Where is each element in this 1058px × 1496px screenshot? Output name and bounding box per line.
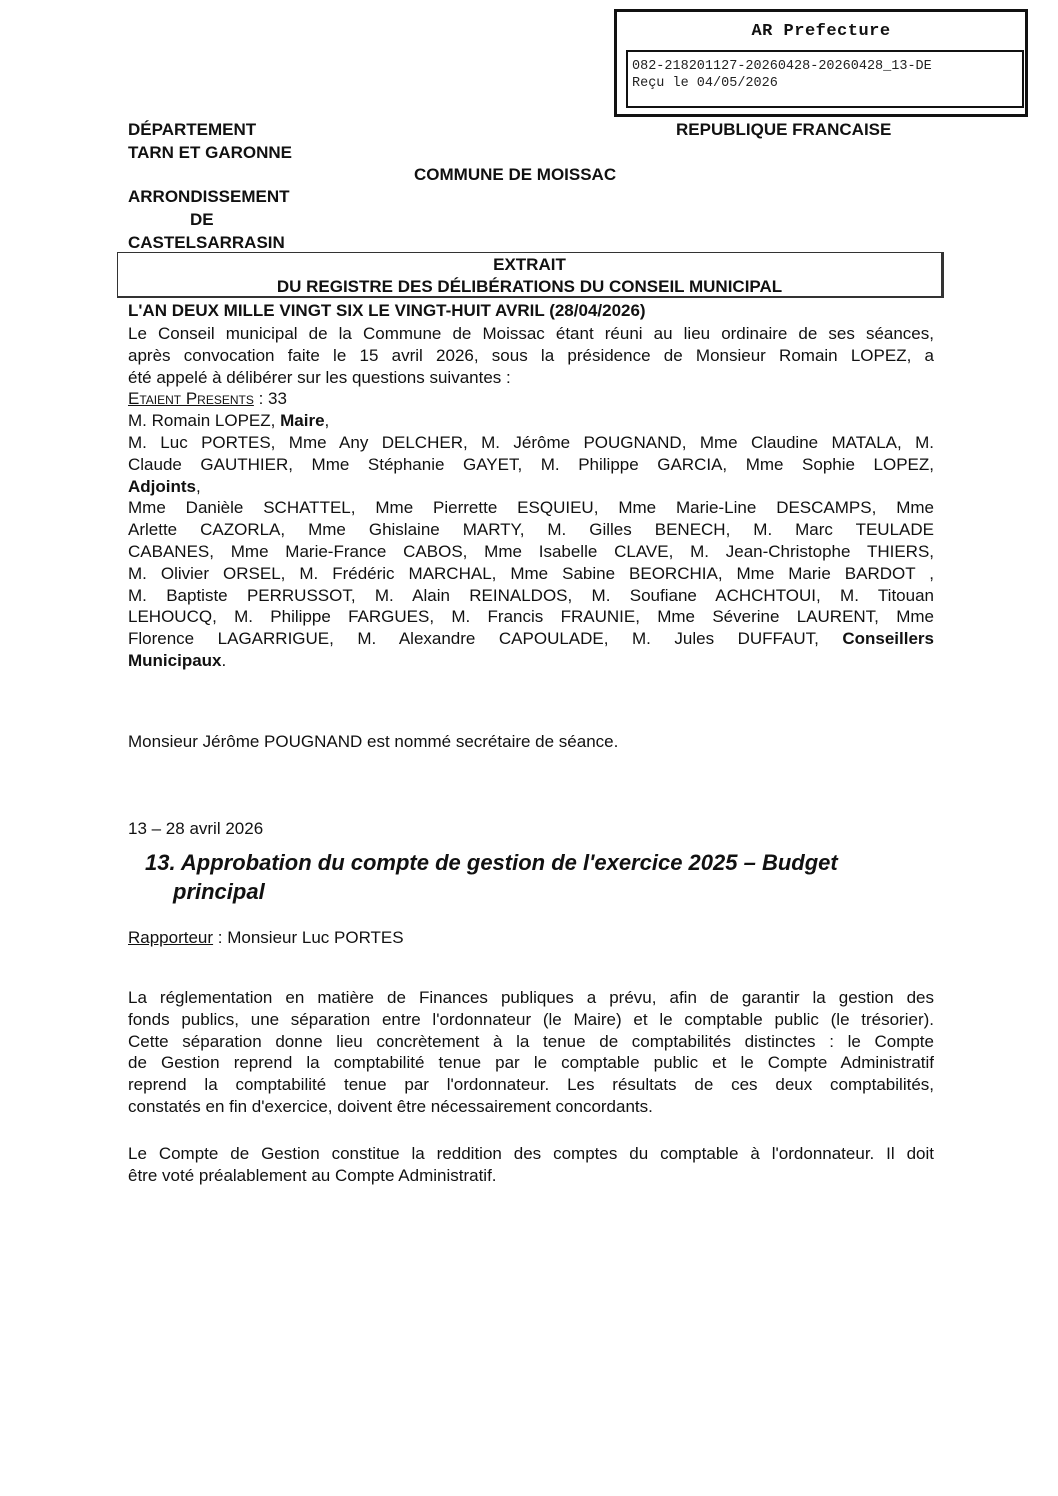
intro-line: Le Conseil municipal de la Commune de Moissac étant réuni au lieu ordinaire de ses séances, [128, 324, 934, 343]
paragraph-line: être voté préalablement au Compte Administratif. [128, 1165, 497, 1185]
rapporteur-value: : Monsieur Luc PORTES [213, 928, 404, 947]
conseillers-title-b: Municipaux [128, 650, 222, 670]
arrondissement-de: DE [190, 210, 214, 229]
adjoints-title-line [128, 476, 934, 498]
maire-title: Maire [280, 411, 325, 431]
arrondissement-name: CASTELSARRASIN [128, 233, 285, 252]
conseillers-title-line [128, 650, 934, 672]
conseillers-line: Mme Danièle SCHATTEL, Mme Pierrette ESQUIEU, Mme Marie-Line DESCAMPS, Mme [128, 498, 934, 518]
adjoints-title: Adjoints [128, 476, 196, 496]
deliberation-title-line1 [145, 848, 945, 877]
ar-prefecture-stamp [614, 9, 1028, 117]
deliberation-title [145, 848, 945, 906]
maire-name: M. Romain LOPEZ, [128, 411, 281, 431]
stamp-title: AR Prefecture [751, 22, 891, 41]
conseillers-line: Arlette CAZORLA, Mme Ghislaine MARTY, M. Gilles BENECH, M. Marc TEULADE [128, 520, 934, 540]
deliberation-number: 13. [145, 850, 176, 875]
adjoints-end: , [196, 476, 201, 496]
paragraph-line: Le Compte de Gestion constitue la reddition des comptes du comptable à l'ordonnateur. Il doit [128, 1144, 934, 1163]
presents-count: : 33 [253, 389, 287, 409]
departement-block [128, 118, 292, 164]
paragraph-line: constatés en fin d'exercice, doivent être nécessairement concordants. [128, 1096, 653, 1116]
paragraph-line: reprend la comptabilité tenue par l'ordonnateur. Les résultats de ces deux comptabilités, [128, 1075, 934, 1095]
arrondissement-label: ARRONDISSEMENT [128, 187, 290, 206]
extrait-box [117, 252, 944, 298]
paragraph-line: La réglementation en matière de Finances publiques a prévu, afin de garantir la gestion des [128, 988, 934, 1007]
adjoints-line: Claude GAUTHIER, Mme Stéphanie GAYET, M. Philippe GARCIA, Mme Sophie LOPEZ, [128, 454, 934, 474]
conseillers-line: M. Baptiste PERRUSSOT, M. Alain REINALDOS, M. Soufiane ACHCHTOUI, M. Titouan [128, 585, 934, 605]
stamp-details [626, 50, 1024, 108]
departement-name: TARN ET GARONNE [128, 143, 293, 162]
intro-line: été appelé à délibérer sur les questions suivantes : [128, 367, 511, 387]
arrondissement-block [128, 185, 290, 254]
session-date: L'AN DEUX MILLE VINGT SIX LE VINGT-HUIT AVRIL (28/04/2026) [128, 301, 646, 320]
conseillers-line: LEHOUCQ, M. Philippe FARGUES, M. Francis FRAUNIE, Mme Séverine LAURENT, Mme [128, 607, 934, 627]
republique-label: REPUBLIQUE FRANCAISE [676, 120, 892, 139]
deliberation-title-line2: principal [173, 879, 265, 904]
conseillers-last-names: Florence LAGARRIGUE, M. Alexandre CAPOULADE, M. Jules DUFFAUT, [128, 629, 843, 649]
maire-line [128, 410, 934, 432]
registre-title: DU REGISTRE DES DÉLIBÉRATIONS DU CONSEIL MUNICIPAL [276, 277, 783, 296]
paragraph-line: fonds publics, une séparation entre l'ordonnateur (le Maire) et le comptable public (le trésorier). [128, 1009, 934, 1029]
paragraph-compte-gestion [128, 1143, 934, 1187]
stamp-reference: 082-218201127-20260428-20260428_13-DE [632, 59, 932, 74]
commune-name: COMMUNE DE MOISSAC [414, 165, 617, 184]
intro-line: après convocation faite le 15 avril 2026, sous la présidence de Monsieur Romain LOPEZ, a [128, 345, 934, 365]
presents-label: Etaient Presents [128, 389, 254, 409]
conseillers-line: CABANES, Mme Marie-France CABOS, Mme Isabelle CLAVE, M. Jean-Christophe THIERS, [128, 541, 934, 561]
conseillers-end: . [221, 650, 227, 670]
conseillers-line [128, 628, 934, 650]
adjoints-line: M. Luc PORTES, Mme Any DELCHER, M. Jérôme POUGNAND, Mme Claudine MATALA, M. [128, 432, 934, 452]
conseillers-line: M. Olivier ORSEL, M. Frédéric MARCHAL, Mme Sabine BEORCHIA, Mme Marie BARDOT , [128, 563, 934, 583]
stamp-received-date: Reçu le 04/05/2026 [632, 76, 778, 91]
maire-end: , [324, 411, 330, 431]
rapporteur-label: Rapporteur [128, 928, 214, 947]
session-intro [128, 323, 934, 672]
paragraph-reglementation [128, 987, 934, 1118]
deliberation-ref-date: 13 – 28 avril 2026 [128, 819, 264, 838]
departement-label: DÉPARTEMENT [128, 120, 257, 139]
rapporteur-line [128, 928, 404, 948]
conseillers-title-a: Conseillers [842, 629, 934, 649]
paragraph-line: Cette séparation donne lieu concrètement à la tenue de comptabilités distinctes : le Compte [128, 1031, 934, 1051]
paragraph-line: de Gestion reprend la comptabilité tenue par le comptable public et le Compte Administratif [128, 1053, 934, 1073]
extrait-title: EXTRAIT [493, 255, 566, 274]
presents-line [128, 388, 934, 410]
secretaire-line: Monsieur Jérôme POUGNAND est nommé secrétaire de séance. [128, 732, 619, 751]
deliberation-title-text: Approbation du compte de gestion de l'exercice 2025 – Budget [180, 850, 838, 875]
